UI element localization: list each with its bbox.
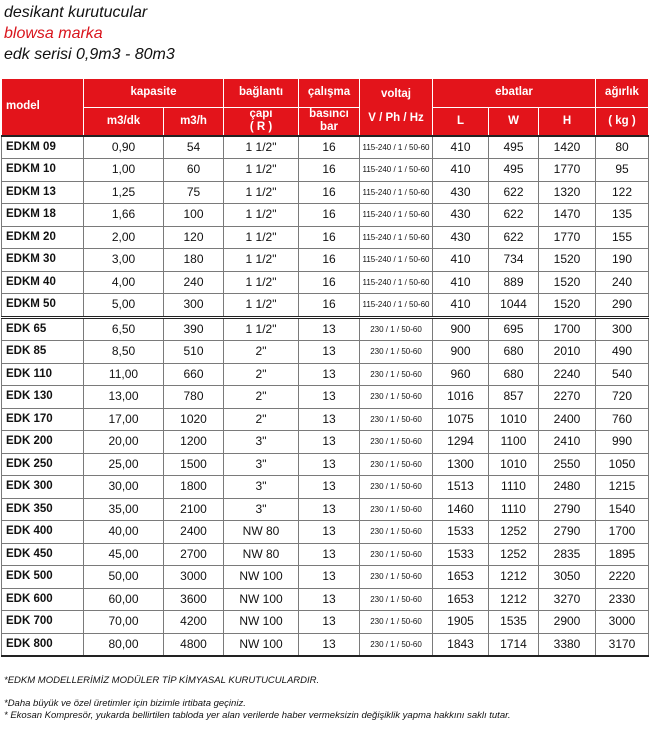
cell-voltage: 230 / 1 / 50-60 [360, 611, 433, 634]
cell-length: 1294 [433, 431, 489, 454]
cell-m3dk: 50,00 [84, 566, 164, 589]
cell-connection: 2" [224, 386, 299, 409]
cell-model: EDK 200 [2, 431, 84, 454]
cell-height: 1770 [539, 159, 596, 182]
cell-length: 410 [433, 136, 489, 159]
header-cap-cell [224, 107, 299, 136]
cell-weight: 240 [596, 271, 649, 294]
cell-width: 734 [489, 249, 539, 272]
cell-length: 410 [433, 271, 489, 294]
cell-pressure: 16 [299, 159, 360, 182]
cell-height: 1320 [539, 181, 596, 204]
cell-connection: 1 1/2" [224, 294, 299, 318]
cell-voltage: 230 / 1 / 50-60 [360, 453, 433, 476]
cell-width: 1252 [489, 543, 539, 566]
cell-pressure: 13 [299, 453, 360, 476]
cell-m3h: 180 [164, 249, 224, 272]
cell-weight: 190 [596, 249, 649, 272]
cell-m3dk: 70,00 [84, 611, 164, 634]
cell-m3dk: 0,90 [84, 136, 164, 159]
header-l: L [433, 107, 489, 136]
cell-weight: 155 [596, 226, 649, 249]
cell-height: 1470 [539, 204, 596, 227]
cell-weight: 2220 [596, 566, 649, 589]
cell-model: EDKM 18 [2, 204, 84, 227]
cell-height: 1420 [539, 136, 596, 159]
cell-width: 1110 [489, 498, 539, 521]
table-row [2, 341, 649, 364]
cell-m3dk: 30,00 [84, 476, 164, 499]
cell-m3h: 2100 [164, 498, 224, 521]
cell-weight: 1215 [596, 476, 649, 499]
table-row [2, 159, 649, 182]
header-model: model [2, 79, 84, 136]
cell-model: EDK 400 [2, 521, 84, 544]
header-m3dk: m3/dk [84, 107, 164, 136]
cell-height: 3050 [539, 566, 596, 589]
cell-m3h: 1500 [164, 453, 224, 476]
cell-model: EDK 250 [2, 453, 84, 476]
cell-width: 495 [489, 159, 539, 182]
cell-connection: 2" [224, 408, 299, 431]
cell-width: 1010 [489, 408, 539, 431]
cell-connection: 1 1/2" [224, 317, 299, 341]
cell-m3dk: 25,00 [84, 453, 164, 476]
header-vphhz: V / Ph / Hz [368, 112, 424, 125]
cell-pressure: 16 [299, 181, 360, 204]
cell-model: EDK 800 [2, 633, 84, 656]
cell-width: 1100 [489, 431, 539, 454]
header-baglanti: bağlantı [224, 79, 299, 108]
cell-voltage: 230 / 1 / 50-60 [360, 588, 433, 611]
cell-width: 1535 [489, 611, 539, 634]
cell-weight: 3170 [596, 633, 649, 656]
cell-height: 1520 [539, 271, 596, 294]
cell-pressure: 13 [299, 386, 360, 409]
cell-height: 2835 [539, 543, 596, 566]
cell-model: EDK 170 [2, 408, 84, 431]
cell-connection: NW 80 [224, 521, 299, 544]
cell-weight: 990 [596, 431, 649, 454]
cell-height: 2410 [539, 431, 596, 454]
cell-model: EDK 700 [2, 611, 84, 634]
header-r: ( R ) [249, 121, 273, 133]
cell-length: 1905 [433, 611, 489, 634]
cell-pressure: 13 [299, 633, 360, 656]
cell-length: 1300 [433, 453, 489, 476]
cell-height: 2550 [539, 453, 596, 476]
header-voltaj-cell [360, 79, 433, 136]
cell-voltage: 230 / 1 / 50-60 [360, 363, 433, 386]
header-h: H [539, 107, 596, 136]
cell-voltage: 115-240 / 1 / 50-60 [360, 249, 433, 272]
cell-voltage: 115-240 / 1 / 50-60 [360, 136, 433, 159]
footnotes [4, 675, 644, 722]
cell-pressure: 16 [299, 271, 360, 294]
cell-width: 680 [489, 363, 539, 386]
cell-m3dk: 40,00 [84, 521, 164, 544]
table-row [2, 498, 649, 521]
spec-table [1, 78, 649, 657]
cell-width: 857 [489, 386, 539, 409]
cell-model: EDKM 13 [2, 181, 84, 204]
cell-voltage: 230 / 1 / 50-60 [360, 408, 433, 431]
cell-width: 889 [489, 271, 539, 294]
cell-weight: 290 [596, 294, 649, 318]
cell-connection: 1 1/2" [224, 226, 299, 249]
cell-pressure: 16 [299, 226, 360, 249]
cell-m3h: 240 [164, 271, 224, 294]
cell-connection: 2" [224, 341, 299, 364]
cell-model: EDKM 10 [2, 159, 84, 182]
cell-width: 495 [489, 136, 539, 159]
cell-voltage: 230 / 1 / 50-60 [360, 476, 433, 499]
cell-height: 2480 [539, 476, 596, 499]
cell-m3h: 100 [164, 204, 224, 227]
cell-pressure: 16 [299, 294, 360, 318]
cell-weight: 3000 [596, 611, 649, 634]
header-ebatlar: ebatlar [433, 79, 596, 108]
cell-weight: 1540 [596, 498, 649, 521]
cell-model: EDK 500 [2, 566, 84, 589]
cell-weight: 1895 [596, 543, 649, 566]
cell-voltage: 230 / 1 / 50-60 [360, 543, 433, 566]
cell-connection: NW 100 [224, 566, 299, 589]
cell-voltage: 230 / 1 / 50-60 [360, 498, 433, 521]
cell-m3h: 2700 [164, 543, 224, 566]
cell-voltage: 115-240 / 1 / 50-60 [360, 226, 433, 249]
header-bar: bar [320, 121, 338, 133]
cell-m3h: 4200 [164, 611, 224, 634]
cell-length: 900 [433, 341, 489, 364]
cell-width: 1010 [489, 453, 539, 476]
cell-model: EDK 65 [2, 317, 84, 341]
cell-width: 1110 [489, 476, 539, 499]
cell-m3h: 1020 [164, 408, 224, 431]
cell-voltage: 115-240 / 1 / 50-60 [360, 181, 433, 204]
cell-m3h: 510 [164, 341, 224, 364]
cell-connection: 1 1/2" [224, 249, 299, 272]
cell-pressure: 16 [299, 204, 360, 227]
cell-m3dk: 2,00 [84, 226, 164, 249]
cell-weight: 135 [596, 204, 649, 227]
table-row [2, 431, 649, 454]
cell-voltage: 230 / 1 / 50-60 [360, 566, 433, 589]
cell-pressure: 13 [299, 341, 360, 364]
cell-length: 430 [433, 181, 489, 204]
cell-length: 410 [433, 159, 489, 182]
cell-length: 1533 [433, 543, 489, 566]
cell-width: 695 [489, 317, 539, 341]
cell-weight: 540 [596, 363, 649, 386]
cell-m3dk: 1,66 [84, 204, 164, 227]
table-header [2, 79, 649, 136]
cell-height: 2400 [539, 408, 596, 431]
cell-m3h: 1800 [164, 476, 224, 499]
cell-connection: 3" [224, 498, 299, 521]
title-line-1: desikant kurutucular [4, 4, 148, 21]
cell-width: 1044 [489, 294, 539, 318]
table-row [2, 588, 649, 611]
cell-voltage: 230 / 1 / 50-60 [360, 317, 433, 341]
cell-length: 1533 [433, 521, 489, 544]
cell-length: 410 [433, 294, 489, 318]
cell-weight: 95 [596, 159, 649, 182]
cell-model: EDKM 40 [2, 271, 84, 294]
edk-group [2, 317, 649, 656]
cell-length: 410 [433, 249, 489, 272]
cell-m3dk: 1,25 [84, 181, 164, 204]
header-m3h: m3/h [164, 107, 224, 136]
header-voltaj: voltaj [380, 88, 412, 101]
cell-pressure: 13 [299, 521, 360, 544]
cell-m3h: 660 [164, 363, 224, 386]
cell-m3dk: 60,00 [84, 588, 164, 611]
cell-m3dk: 20,00 [84, 431, 164, 454]
table-row [2, 633, 649, 656]
cell-pressure: 13 [299, 476, 360, 499]
cell-height: 3270 [539, 588, 596, 611]
cell-length: 900 [433, 317, 489, 341]
cell-voltage: 115-240 / 1 / 50-60 [360, 294, 433, 318]
cell-connection: 1 1/2" [224, 271, 299, 294]
cell-m3h: 780 [164, 386, 224, 409]
cell-connection: NW 100 [224, 611, 299, 634]
cell-m3dk: 13,00 [84, 386, 164, 409]
edkm-group [2, 136, 649, 318]
header-cap: çapı [249, 108, 273, 120]
cell-length: 430 [433, 226, 489, 249]
cell-voltage: 230 / 1 / 50-60 [360, 431, 433, 454]
cell-model: EDK 450 [2, 543, 84, 566]
cell-length: 1513 [433, 476, 489, 499]
cell-model: EDK 110 [2, 363, 84, 386]
cell-model: EDK 300 [2, 476, 84, 499]
cell-m3h: 4800 [164, 633, 224, 656]
header-calisma: çalışma [299, 79, 360, 108]
cell-pressure: 16 [299, 136, 360, 159]
cell-height: 1520 [539, 294, 596, 318]
cell-length: 1653 [433, 588, 489, 611]
cell-width: 680 [489, 341, 539, 364]
cell-m3dk: 45,00 [84, 543, 164, 566]
cell-m3h: 3600 [164, 588, 224, 611]
cell-width: 1212 [489, 566, 539, 589]
header-agirlik: ağırlık [596, 79, 649, 108]
cell-voltage: 115-240 / 1 / 50-60 [360, 204, 433, 227]
cell-weight: 490 [596, 341, 649, 364]
table-row [2, 317, 649, 341]
table-row [2, 386, 649, 409]
cell-pressure: 13 [299, 498, 360, 521]
cell-weight: 80 [596, 136, 649, 159]
cell-height: 1770 [539, 226, 596, 249]
cell-length: 1460 [433, 498, 489, 521]
cell-voltage: 230 / 1 / 50-60 [360, 341, 433, 364]
cell-height: 2270 [539, 386, 596, 409]
table-row [2, 204, 649, 227]
cell-connection: NW 80 [224, 543, 299, 566]
cell-voltage: 115-240 / 1 / 50-60 [360, 271, 433, 294]
footnote-disclaimer: * Ekosan Kompresör, yukarda bellirtilen tabloda yer alan verilerde haber vermeksizin değişiklik yapma hakkını saklı tutar. [4, 710, 511, 721]
cell-weight: 1050 [596, 453, 649, 476]
cell-m3h: 60 [164, 159, 224, 182]
cell-pressure: 16 [299, 249, 360, 272]
cell-pressure: 13 [299, 408, 360, 431]
cell-length: 1653 [433, 566, 489, 589]
cell-model: EDKM 20 [2, 226, 84, 249]
cell-voltage: 230 / 1 / 50-60 [360, 521, 433, 544]
table-row [2, 271, 649, 294]
cell-model: EDK 85 [2, 341, 84, 364]
table-row [2, 566, 649, 589]
header-w: W [489, 107, 539, 136]
cell-connection: 1 1/2" [224, 181, 299, 204]
table-row [2, 543, 649, 566]
cell-m3dk: 4,00 [84, 271, 164, 294]
footnote-modular: *EDKM MODELLERİMİZ MODÜLER TİP KİMYASAL KURUTUCULARDIR. [4, 675, 320, 686]
table-row [2, 181, 649, 204]
cell-m3dk: 17,00 [84, 408, 164, 431]
cell-m3dk: 5,00 [84, 294, 164, 318]
cell-length: 1843 [433, 633, 489, 656]
cell-width: 1252 [489, 521, 539, 544]
cell-connection: 1 1/2" [224, 136, 299, 159]
header-basinci: basıncı [309, 108, 349, 120]
cell-m3dk: 6,50 [84, 317, 164, 341]
cell-connection: 2" [224, 363, 299, 386]
cell-height: 2790 [539, 521, 596, 544]
cell-m3dk: 35,00 [84, 498, 164, 521]
cell-m3h: 1200 [164, 431, 224, 454]
cell-pressure: 13 [299, 588, 360, 611]
cell-weight: 760 [596, 408, 649, 431]
cell-m3dk: 1,00 [84, 159, 164, 182]
cell-voltage: 115-240 / 1 / 50-60 [360, 159, 433, 182]
cell-pressure: 13 [299, 611, 360, 634]
table-row [2, 453, 649, 476]
cell-height: 1700 [539, 317, 596, 341]
cell-connection: 3" [224, 453, 299, 476]
table-row [2, 136, 649, 159]
cell-connection: 1 1/2" [224, 159, 299, 182]
cell-voltage: 230 / 1 / 50-60 [360, 386, 433, 409]
cell-width: 1714 [489, 633, 539, 656]
table-row [2, 226, 649, 249]
cell-m3h: 54 [164, 136, 224, 159]
cell-voltage: 230 / 1 / 50-60 [360, 633, 433, 656]
cell-height: 3380 [539, 633, 596, 656]
cell-model: EDK 600 [2, 588, 84, 611]
cell-m3h: 390 [164, 317, 224, 341]
cell-height: 2900 [539, 611, 596, 634]
cell-model: EDKM 09 [2, 136, 84, 159]
header-kg: ( kg ) [596, 107, 649, 136]
cell-height: 1520 [539, 249, 596, 272]
cell-length: 960 [433, 363, 489, 386]
cell-m3dk: 8,50 [84, 341, 164, 364]
table-row [2, 249, 649, 272]
cell-pressure: 13 [299, 431, 360, 454]
cell-model: EDKM 50 [2, 294, 84, 318]
table-row [2, 408, 649, 431]
cell-weight: 2330 [596, 588, 649, 611]
cell-m3h: 75 [164, 181, 224, 204]
cell-m3dk: 3,00 [84, 249, 164, 272]
cell-connection: 3" [224, 476, 299, 499]
cell-pressure: 13 [299, 543, 360, 566]
cell-height: 2010 [539, 341, 596, 364]
cell-height: 2240 [539, 363, 596, 386]
footnote-custom: *Daha büyük ve özel üretimler için bizimle irtibata geçiniz. [4, 698, 246, 709]
cell-width: 622 [489, 204, 539, 227]
cell-model: EDK 350 [2, 498, 84, 521]
cell-length: 430 [433, 204, 489, 227]
table-row [2, 294, 649, 318]
cell-weight: 300 [596, 317, 649, 341]
header-kapasite: kapasite [84, 79, 224, 108]
cell-m3dk: 80,00 [84, 633, 164, 656]
table-row [2, 363, 649, 386]
cell-height: 2790 [539, 498, 596, 521]
cell-m3h: 2400 [164, 521, 224, 544]
cell-pressure: 13 [299, 317, 360, 341]
title-block [4, 2, 175, 65]
cell-length: 1075 [433, 408, 489, 431]
cell-m3h: 300 [164, 294, 224, 318]
cell-width: 622 [489, 226, 539, 249]
cell-weight: 122 [596, 181, 649, 204]
cell-connection: 1 1/2" [224, 204, 299, 227]
cell-model: EDK 130 [2, 386, 84, 409]
cell-m3dk: 11,00 [84, 363, 164, 386]
cell-weight: 1700 [596, 521, 649, 544]
table-row [2, 611, 649, 634]
brand-line: blowsa marka [4, 25, 103, 42]
cell-length: 1016 [433, 386, 489, 409]
series-line: edk serisi 0,9m3 - 80m3 [4, 46, 175, 63]
cell-m3h: 120 [164, 226, 224, 249]
cell-connection: 3" [224, 431, 299, 454]
table-row [2, 476, 649, 499]
cell-model: EDKM 30 [2, 249, 84, 272]
cell-m3h: 3000 [164, 566, 224, 589]
header-basinc-cell [299, 107, 360, 136]
cell-connection: NW 100 [224, 588, 299, 611]
cell-width: 622 [489, 181, 539, 204]
table-row [2, 521, 649, 544]
cell-width: 1212 [489, 588, 539, 611]
cell-pressure: 13 [299, 566, 360, 589]
cell-pressure: 13 [299, 363, 360, 386]
cell-connection: NW 100 [224, 633, 299, 656]
cell-weight: 720 [596, 386, 649, 409]
